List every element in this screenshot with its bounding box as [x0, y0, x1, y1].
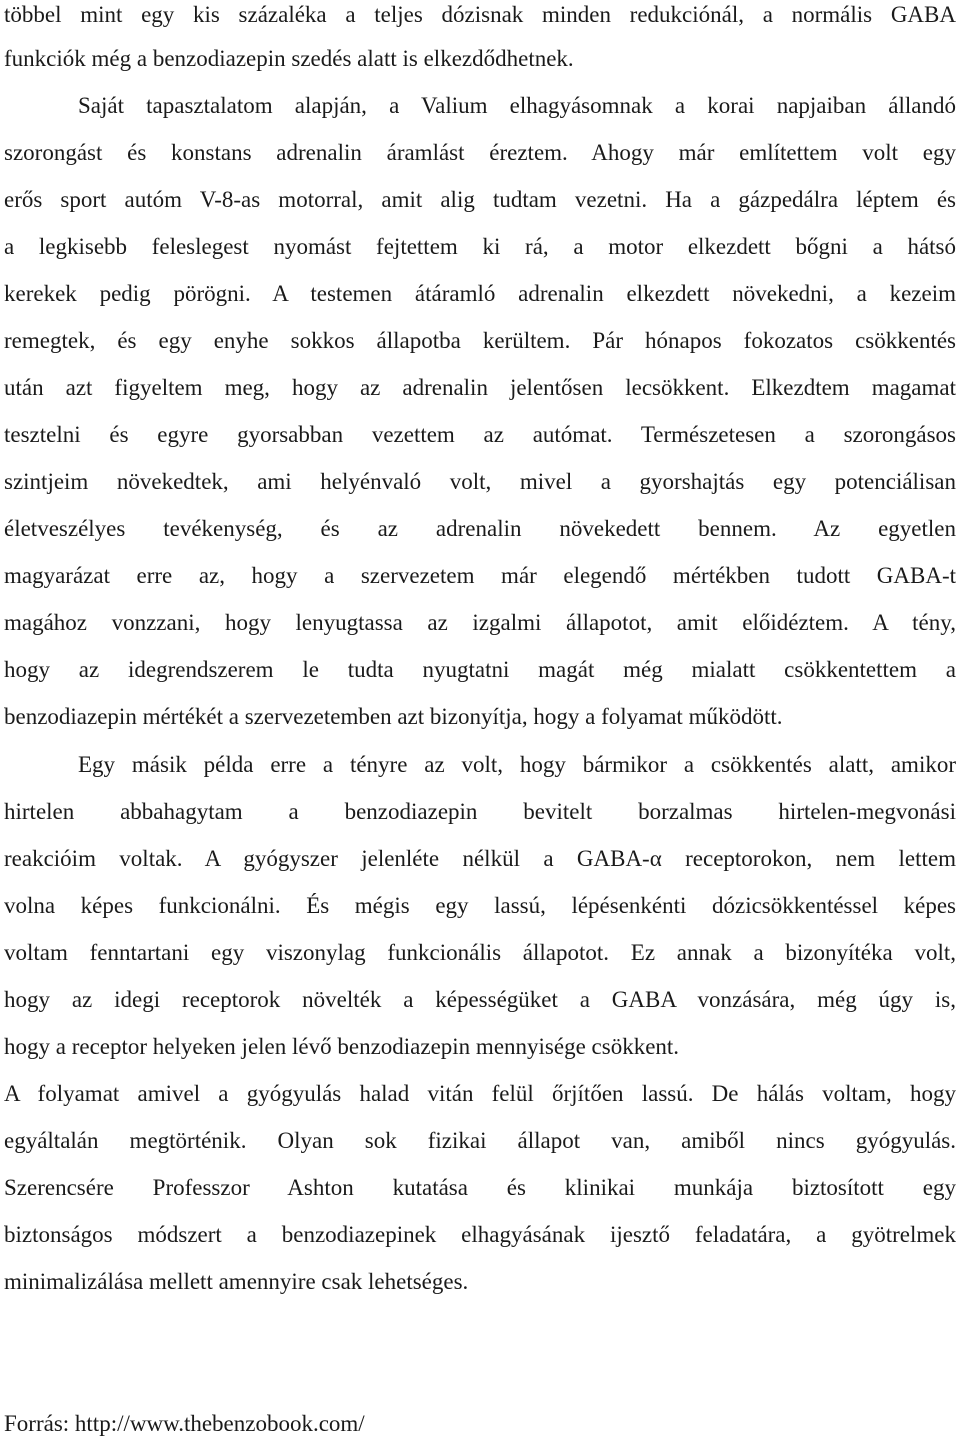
text-line: szintjeim növekedtek, ami helyénvaló volt, mivel a gyorshajtás egy potenciálisan	[4, 469, 956, 494]
text-line: hogy az idegi receptorok növelték a képességüket a GABA vonzására, még úgy is,	[4, 987, 956, 1012]
text-line: hirtelen abbahagytam a benzodiazepin bevitelt borzalmas hirtelen-megvonási	[4, 799, 956, 824]
text-line: Szerencsére Professzor Ashton kutatása és klinikai munkája biztosított egy	[4, 1175, 956, 1200]
text-line: tesztelni és egyre gyorsabban vezettem az autómat. Természetesen a szorongásos	[4, 422, 956, 447]
text-line: voltam fenntartani egy viszonylag funkcionális állapotot. Ez annak a bizonyítéka volt,	[4, 940, 956, 965]
paragraph-first-line: A folyamat amivel a gyógyulás halad vitán felül őrjítően lassú. De hálás voltam, hogy	[4, 1081, 956, 1106]
text-line: benzodiazepin mértékét a szervezetemben azt bizonyítja, hogy a folyamat működött.	[4, 704, 783, 729]
text-line: szorongást és konstans adrenalin áramlást éreztem. Ahogy már említettem volt egy	[4, 140, 956, 165]
text-line: reakcióim voltak. A gyógyszer jelenléte nélkül a GABA-α receptorokon, nem lettem	[4, 846, 956, 871]
text-line: erős sport autóm V-8-as motorral, amit alig tudtam vezetni. Ha a gázpedálra léptem és	[4, 187, 956, 212]
source-citation: Forrás: http://www.thebenzobook.com/	[4, 1411, 365, 1436]
text-line: után azt figyeltem meg, hogy az adrenalin jelentősen lecsökkent. Elkezdtem magamat	[4, 375, 956, 400]
paragraph-first-line: Egy másik példa erre a tényre az volt, hogy bármikor a csökkentés alatt, amikor	[78, 752, 956, 777]
text-line: életveszélyes tevékenység, és az adrenalin növekedett bennem. Az egyetlen	[4, 516, 956, 541]
text-line: magyarázat erre az, hogy a szervezetem már elegendő mértékben tudott GABA-t	[4, 563, 956, 588]
text-line: minimalizálása mellett amennyire csak lehetséges.	[4, 1269, 469, 1294]
text-line: hogy a receptor helyeken jelen lévő benzodiazepin mennyisége csökkent.	[4, 1034, 680, 1059]
text-line: volna képes funkcionálni. És mégis egy lassú, lépésenkénti dózicsökkentéssel képes	[4, 893, 956, 918]
text-line: egyáltalán megtörténik. Olyan sok fizikai állapot van, amiből nincs gyógyulás.	[4, 1128, 956, 1153]
text-line: hogy az idegrendszerem le tudta nyugtatni magát még mialatt csökkentettem a	[4, 657, 956, 682]
text-line: biztonságos módszert a benzodiazepinek elhagyásának ijesztő feladatára, a gyötrelmek	[4, 1222, 956, 1247]
text-line: kerekek pedig pörögni. A testemen átáramló adrenalin elkezdett növekedni, a kezeim	[4, 281, 956, 306]
paragraph-first-line: Saját tapasztalatom alapján, a Valium elhagyásomnak a korai napjaiban állandó	[78, 93, 956, 118]
text-line: magához vonzzani, hogy lenyugtassa az izgalmi állapotot, amit előidéztem. A tény,	[4, 610, 956, 635]
text-line: funkciók még a benzodiazepin szedés alatt is elkezdődhetnek.	[4, 46, 574, 71]
text-line: a legkisebb feleslegest nyomást fejtettem ki rá, a motor elkezdett bőgni a hátsó	[4, 234, 956, 259]
text-line: többel mint egy kis százaléka a teljes dózisnak minden redukciónál, a normális GABA	[4, 2, 956, 27]
text-line: remegtek, és egy enyhe sokkos állapotba kerültem. Pár hónapos fokozatos csökkentés	[4, 328, 956, 353]
